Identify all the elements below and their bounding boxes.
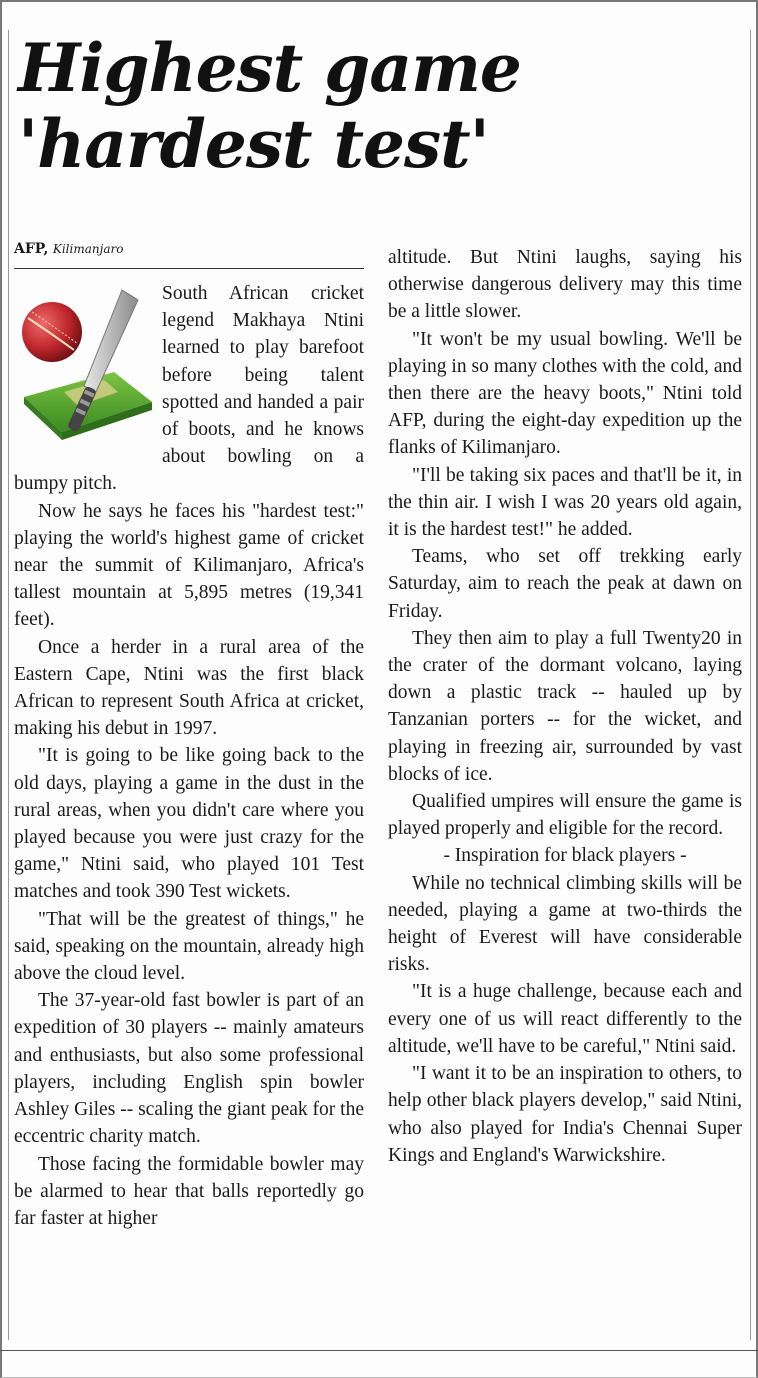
cricket-bat-ball-pitch-icon — [14, 282, 154, 462]
paragraph: Now he says he faces his "hardest test:" playing the world's highest game of cricket near the summit of Kilimanjaro, Africa's tallest mountain at 5,895 metres (19,341 feet). — [14, 500, 364, 631]
paragraph: The 37-year-old fast bowler is part of an expedition of 30 players -- mainly amateurs and enthusiasts, but also some professional players, including English spin bowler Ashley Giles -- scaling the giant peak for the eccentric charity match. — [14, 990, 364, 1148]
paragraph: They then aim to play a full Twenty20 in the crater of the dormant volcano, laying down a plastic track -- hauled up by Tanzanian porters -- for the wicket, and playing in freezing air, surrounded by vast blocks of ice. — [388, 627, 742, 785]
paragraph: Teams, who set off trekking early Saturday, aim to reach the peak at dawn on Friday. — [388, 546, 742, 622]
headline — [18, 30, 738, 182]
paragraph: Those facing the formidable bowler may be alarmed to hear that balls reportedly go far faster at higher — [14, 1153, 364, 1229]
headline-line-2: 'hardest test' — [18, 105, 489, 183]
byline-rule — [14, 268, 364, 269]
subheading: - Inspiration for black players - — [443, 845, 687, 867]
paragraph: While no technical climbing skills will be needed, playing a game at two-thirds the height of Everest will have considerable risks. — [388, 872, 742, 976]
paragraph: "That will be the greatest of things," he said, speaking on the mountain, already high above the cloud level. — [14, 908, 364, 985]
paragraph: "It won't be my usual bowling. We'll be playing in so many clothes with the cold, and then there are the heavy boots," Ntini told AFP, during the eight-day expedition up the flanks of Kilimanjaro. — [388, 328, 742, 459]
byline-place: Kilimanjaro — [52, 242, 124, 256]
article-column-left — [14, 280, 364, 1232]
paragraph: Once a herder in a rural area of the Eastern Cape, Ntini was the first black African to represent South Africa at cricket, making his debut in 1997. — [14, 636, 364, 740]
paragraph: "I'll be taking six paces and that'll be it, in the thin air. I wish I was 20 years old again, it is the hardest test!" he added. — [388, 464, 742, 541]
paragraph: South African cricket legend Makhaya Ntini learned to play barefoot before being talent spotted and handed a pair of boots, and he knows about bowling on a bumpy pitch. — [14, 283, 364, 495]
bottom-border-rule — [0, 1350, 758, 1351]
right-border-rule — [750, 30, 751, 1340]
article-column-right — [388, 244, 742, 1169]
left-border-rule — [8, 30, 9, 1340]
paragraph: altitude. But Ntini laughs, saying his otherwise dangerous delivery may this time be a little slower. — [388, 247, 742, 323]
paragraph: Qualified umpires will ensure the game is played properly and eligible for the record. — [388, 791, 742, 840]
byline — [14, 240, 364, 258]
paragraph: "It is a huge challenge, because each and every one of us will react differently to the altitude, we'll have to be careful," Ntini said. — [388, 981, 742, 1057]
headline-line-1: Highest game — [18, 29, 521, 107]
byline-agency: AFP, — [14, 241, 49, 257]
paragraph: "I want it to be an inspiration to others, to help other black players develop," said Ntini, who also played for India's Chennai Super Kings and England's Warwickshire. — [388, 1063, 742, 1166]
paragraph: "It is going to be like going back to the old days, playing a game in the dust in the rural areas, when you didn't care where you played because you were just crazy for the game," Ntini said, who played 101 Test matches and took 390 Test wickets. — [14, 745, 364, 903]
